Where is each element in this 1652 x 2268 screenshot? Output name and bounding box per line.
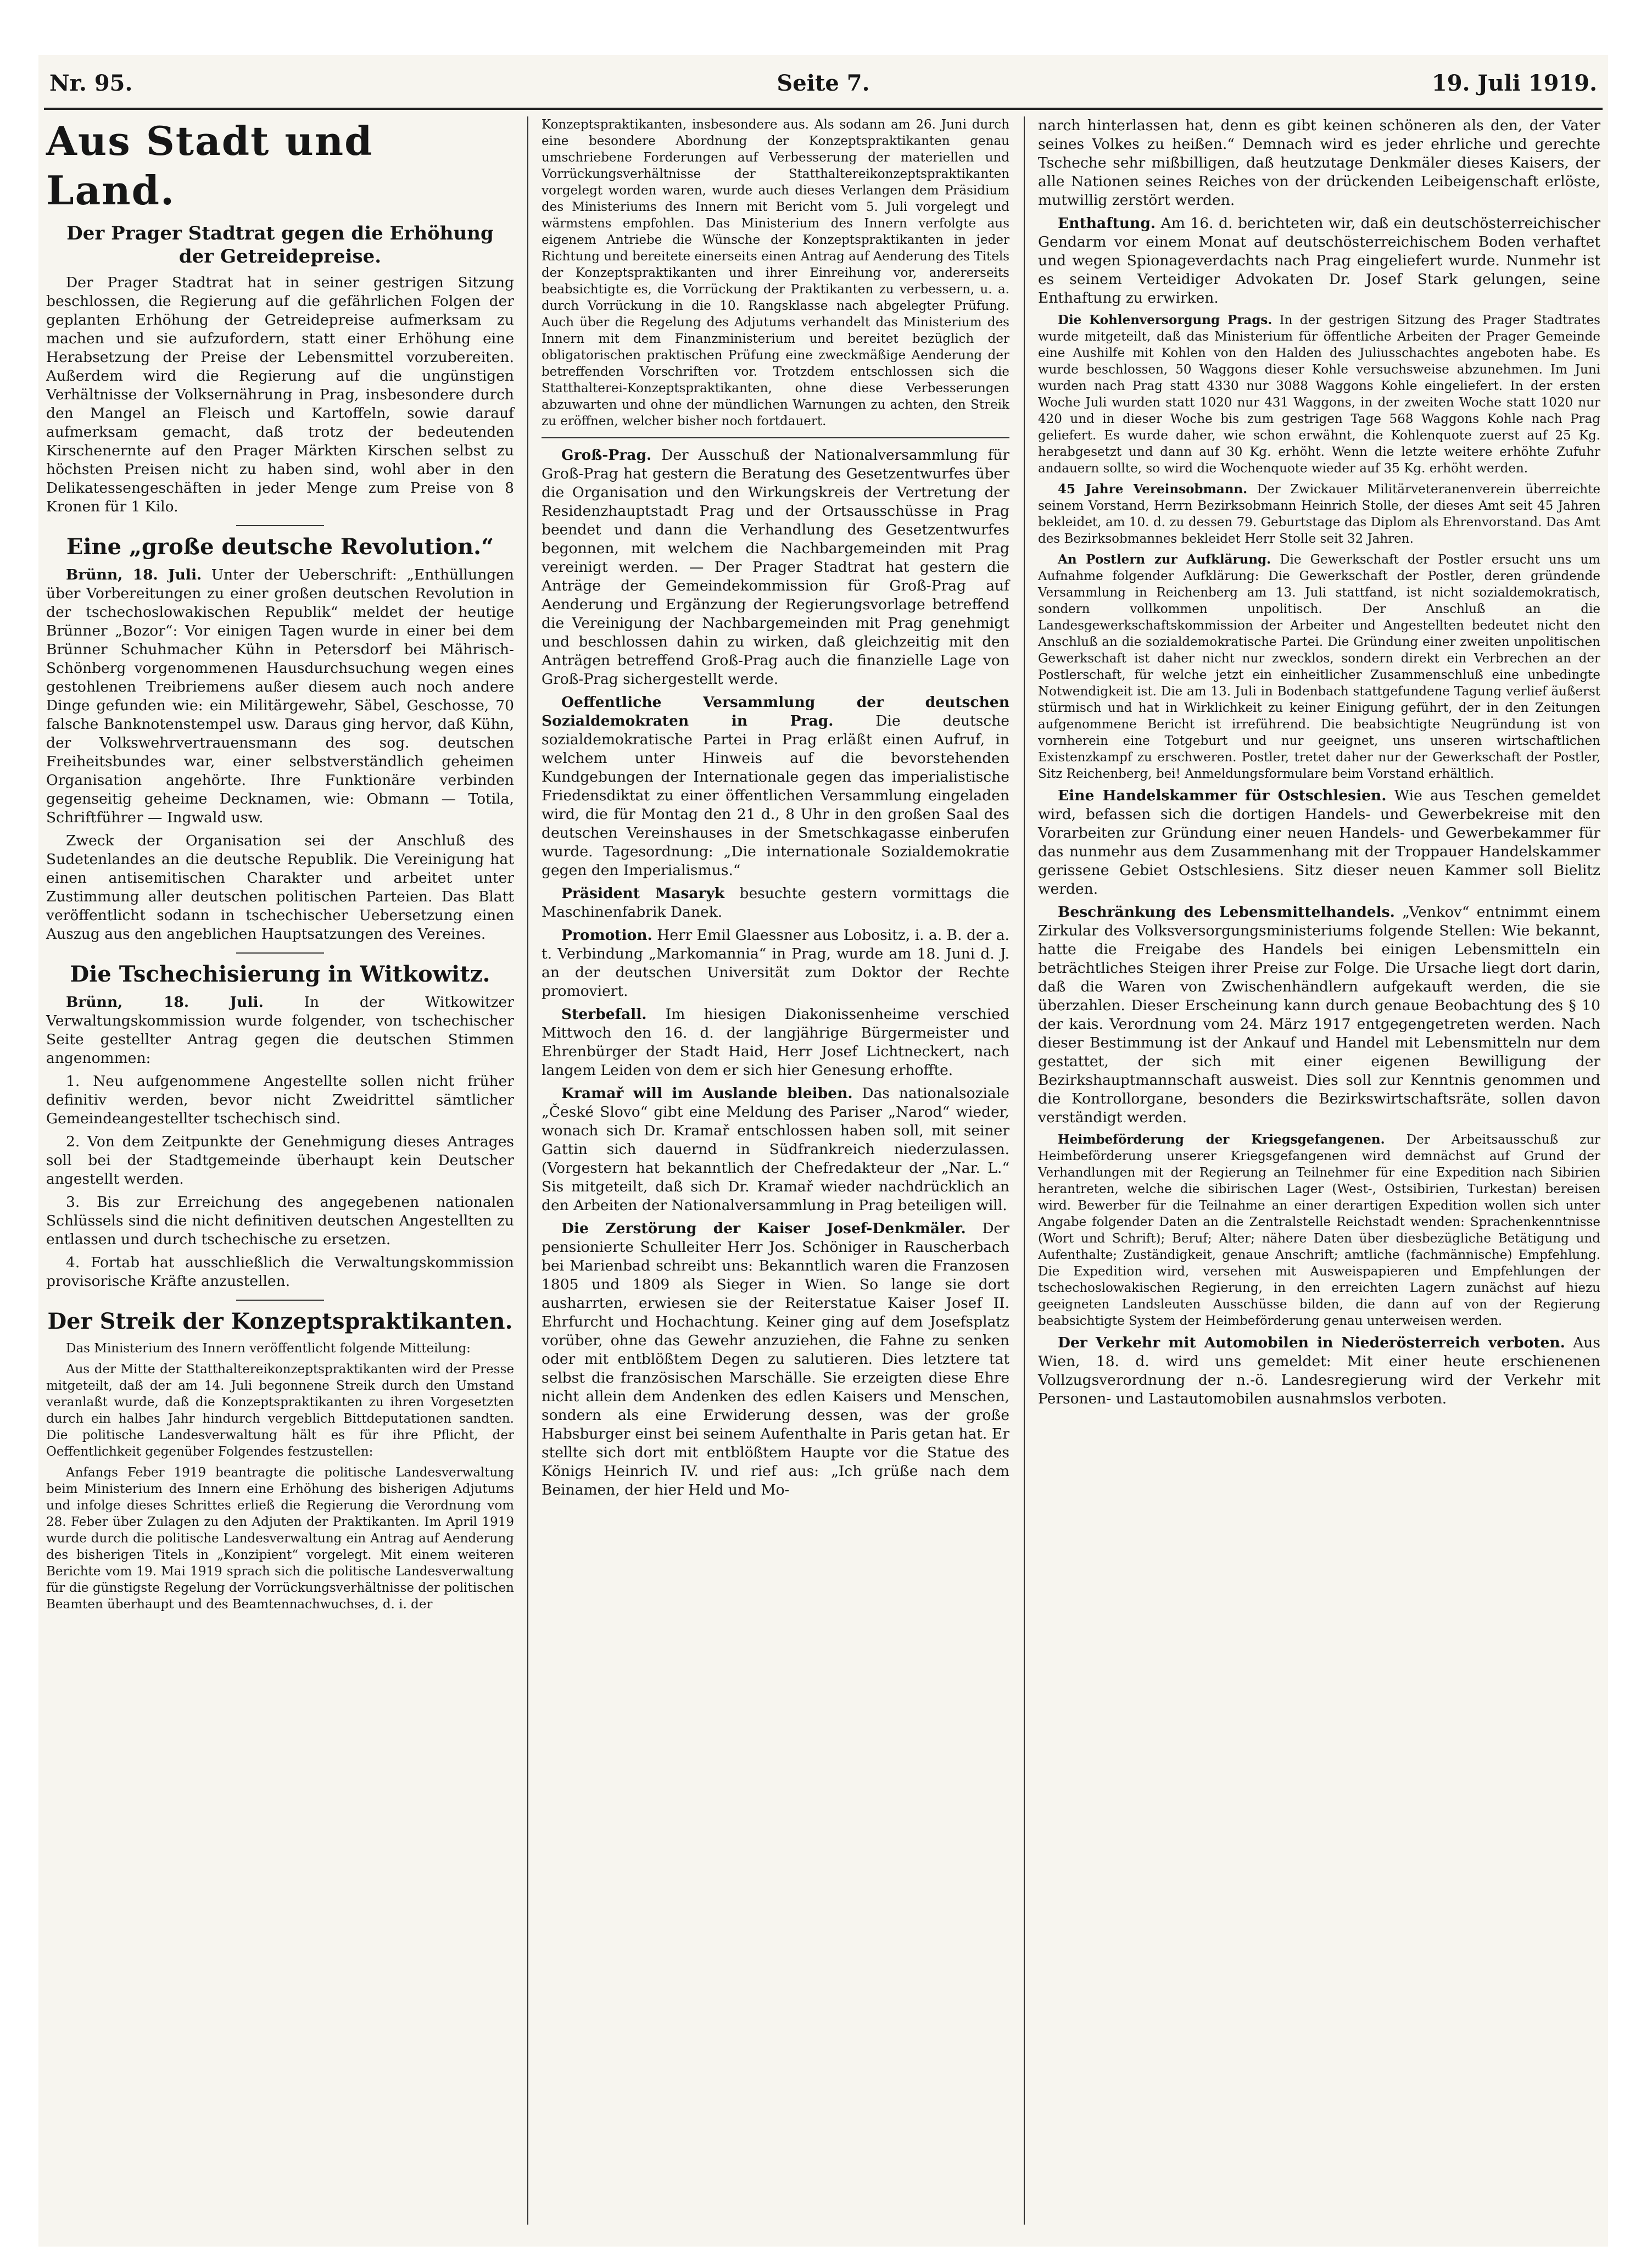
dateline: Brünn, 18. Juli. — [66, 994, 264, 1011]
news-item — [1038, 551, 1600, 782]
item-text: Die Gewerkschaft der Postler ersucht uns um Aufnahme folgender Aufklärung: Die Gewerkschaft der Postler, deren gründende Versammlung in Reichenberg am 13. Juli stattfand, ist nicht sozialdemokratisch, sondern vollkommen unpolitisch. Der Anschluß an die Landesgewerkschaftskommission der Arbeiter und Angestellten bedeutet nicht den Anschluß an die sozialdemokratische Partei. Die Gründung einer zweiten unpolitischen Gewerkschaft ist daher nicht nur zwecklos, sondern direkt ein Verbrechen an der Postlerschaft, für welche jetzt ein einheitlicher Zusammenschluß eine unbedingte Notwendigkeit ist. Die am 13. Juli in Bodenbach stattgefundene Tagung verlief äußerst stürmisch und hat in Wirklichkeit zu keiner Einigung geführt, der in den Zeitungen aufgenommene Bericht ist irreführend. Die beabsichtigte Neugründung ist von vornherein eine Totgeburt und nur geeignet, uns unseren wirtschaftlichen Existenzkampf zu erschweren. Postler, tretet daher nur der Gewerkschaft der Postler, Sitz Reichenberg, bei! Anmeldungsformulare beim Vorstand erhältlich. — [1038, 553, 1600, 781]
news-item — [1038, 903, 1600, 1127]
item-text: In der gestrigen Sitzung des Prager Stadtrates wurde mitgeteilt, daß das Ministerium für öffentliche Arbeiten der Prager Gemeinde eine Aushilfe mit Kohlen von den Halden des Juliusschachtes angeboten habe. Es wurde beschlossen, 50 Waggons dieser Kohle versuchsweise abzunehmen. Im Juni wurden nach Prag statt 4330 nur 3088 Waggons Kohle eingeliefert. In der ersten Woche Juli wurden statt 1020 nur 431 Waggons, in der zweiten Woche statt 1020 nur 420 und in dieser Woche bis zum gestrigen Tage 568 Waggons Kohle nach Prag geliefert. Es wurde daher, wie schon erwähnt, die Kohlenquote zuerst auf 25 Kg. herabgesetzt und dann auf 30 Kg. erhöht. Wenn die letzte weitere erhöhte Zufuhr andauern sollte, so wird die Wochenquote wieder auf 35 Kg. erhöht werden. — [1038, 313, 1600, 476]
item-text: Der Zwickauer Militärveteranenverein überreichte seinem Vorstand, Herrn Bezirksobmann Heinrich Stolle, der dieses Amt seit 45 Jahren bekleidet, am 10. d. zu dessen 79. Geburtstage das Diplom als Ehrenvorstand. Das Amt des Bezirksobmannes bekleidet Herr Stolle seit 32 Jahren. — [1038, 482, 1600, 546]
paragraph-text: In der Witkowitzer Verwaltungskommission wurde folgender, von tschechischer Seite gestellter Antrag gegen die deutschen Stimmen angenommen: — [46, 994, 514, 1067]
news-item — [542, 1219, 1009, 1500]
article-divider — [236, 952, 324, 954]
news-item — [1038, 312, 1600, 477]
issue-number: Nr. 95. — [49, 70, 133, 96]
news-item — [1038, 1334, 1600, 1408]
news-item — [1038, 787, 1600, 899]
item-text: Der pensionierte Schulleiter Herr Jos. Schöniger in Rauscherbach bei Marienbad schreibt uns: Bekanntlich waren die Franzosen 1805 und 1809 als Sieger in Wien. So lange sie dort ausharrten, erwiesen sie der Reiterstatue Kaiser Josef II. Ehrfurcht und Hochachtung. Keiner ging auf dem Josefsplatz vorüber, ohne das Gewehr anzuziehen, die Fahne zu senken oder mit entblößtem Degen zu salutieren. Dies letztere tat selbst die französischen Marschälle. Sie erzeigten diese Ehre nicht allein dem Andenken des edlen Kaisers und Menschen, sondern als eine Erwiderung dessen, was der große Habsburger einst bei seinem Aufenthalte in Paris getan hat. Er stellte sich dort mit entblößtem Haupte vor die Statue des Königs Heinrich IV. und rief aus: „Ich grüße nach dem Beinamen, der hier Held und Mo- — [542, 1220, 1009, 1498]
section-title: Aus Stadt und Land. — [46, 118, 373, 214]
column-1 — [38, 116, 522, 2236]
item-lead: Der Verkehr mit Automobilen in Niederösterreich verboten. — [1058, 1334, 1565, 1351]
item-lead: Präsident Masaryk — [561, 885, 725, 902]
item-lead: 45 Jahre Vereinsobmann. — [1058, 482, 1248, 497]
news-item — [542, 884, 1009, 922]
item-text: Das nationalsoziale „České Slovo“ gibt eine Meldung des Pariser „Narod“ wieder, wonach sich Dr. Kramař entschlossen haben soll, mit seiner Gattin sich dauernd in Südfrankreich niederzulassen. (Vorgestern hat bekanntlich der Chefredakteur der „Nar. L.“ Sis mitgeteilt, daß sich Dr. Kramař wieder nachdrücklich an den Arbeiten der Nationalversammlung in Prag beteiligen will. — [542, 1085, 1009, 1214]
item-lead: Enthaftung. — [1058, 215, 1156, 232]
news-item — [1038, 481, 1600, 547]
list-item: 4. Fortab hat ausschließlich die Verwaltungskommission provisorische Kräfte anzustellen. — [46, 1254, 514, 1290]
article-headline: Die Tschechisierung in Witkowitz. — [70, 961, 490, 987]
article-divider — [236, 525, 324, 526]
masthead — [49, 65, 1597, 109]
item-lead: Beschränkung des Lebensmittelhandels. — [1058, 904, 1395, 921]
item-lead: Kramař will im Auslande bleiben. — [561, 1085, 853, 1102]
paragraph-text: Unter der Ueberschrift: „Enthüllungen über Vorbereitungen zu einer großen deutschen Revolution in der tschechoslowakischen Republik“ meldet der heutige Brünner „Bozor“: Vor einigen Tagen wurde in einer bei dem Brünner Schuhmacher Kühn in Petersdorf bei Mährisch-Schönberg vorgenommenen Hausdurchsuchung wegen eines gestohlenen Treibriemens außer diesem auch noch andere Dinge gefunden wie: ein Militärgewehr, Säbel, Geschosse, 70 falsche Banknotenstempel usw. Daraus ging hervor, daß Kühn, der Volkswehrvertrauensmann des sog. deutschen Freiheitsbundes war, einer selbstverständlich geheimen Organisation angehörte. Ihre Funktionäre verbinden gegenseitig geheime Decknamen, wie: Obmann — Totila, Schriftführer — Ingwald usw. — [46, 566, 514, 826]
item-lead: Promotion. — [561, 927, 652, 944]
column-separator — [527, 116, 528, 2225]
item-text: Im hiesigen Diakonissenheime verschied Mittwoch den 16. d. der langjährige Bürgermeister und Ehrenbürger der Stadt Haid, Herr Josef Lichtneckert, nach langem Leiden von dem er sich hier Genesung erhoffte. — [542, 1006, 1009, 1079]
item-lead: Eine Handelskammer für Ostschlesien. — [1058, 787, 1387, 804]
article-paragraph — [46, 993, 514, 1068]
article-paragraph: Konzeptspraktikanten, insbesondere aus. Als sodann am 26. Juni durch eine besondere Abordnung der Konzeptspraktikanten genau umschriebene Forderungen auf Verbesserung der materiellen und Vorrückungsverhältnisse der Statthaltereikonzeptspraktikanten vorgelegt worden waren, wurde auch dieses Verlangen dem Präsidium des Ministeriums des Innern mit Bericht vom 5. Juli vorgelegt und wärmstens empfohlen. Das Ministerium des Innern verfolgte aus eigenem Antriebe die Wünsche der Konzeptspraktikanten in jeder Richtung und bereitete einerseits einen Antrag auf Aenderung des Titels der Konzeptspraktikanten und ihrer Einreihung vor, andererseits beabsichtigte es, die Vorrückung der Praktikanten zu verbessern, u. a. durch Vorrückung in die 10. Rangsklasse nach abgelegter Prüfung. Auch über die Regelung des Adjutums verhandelt das Ministerium des Innern mit dem Finanzministerium und bereitet bezüglich der obligatorischen praktischen Prüfung eine zweckmäßige Aenderung der betreffenden Vorschriften vor. Trotzdem entschlossen sich die Statthalterei-Konzeptspraktikanten, ohne diese Verbesserungen abzuwarten und ohne der mündlichen Warnungen zu achten, den Streik zu eröffnen, welcher bisher noch fortdauert. — [542, 118, 1009, 428]
item-lead: Heimbeförderung der Kriegsgefangenen. — [1058, 1132, 1385, 1147]
item-text: besuchte gestern vormittags die Maschinenfabrik Danek. — [542, 885, 1009, 921]
item-text: Der Arbeitsausschuß zur Heimbeförderung unserer Kriegsgefangenen wird demnächst auf Grund der Verhandlungen mit der Regierung an Teilnehmer für eine Expedition nach Sibirien herantreten, welche die sibirischen Lager (West-, Ostsibirien, Turkestan) bereisen wird. Bewerber für die Teilnahme an einer derartigen Expedition wollen sich unter Angabe folgender Daten an die Zentralstelle Reichstadt wenden: Sprachenkenntnisse (Wort und Schrift); Beruf; Alter; nähere Daten über diesbezügliche Betätigung und Aufenthalte; Zuständigkeit, genaue Anschrift; amtliche (fachmännische) Empfehlung. Die Expedition wird, versehen mit Ausweispapieren und Empfehlungen der tschechoslowakischen Regierung, in den erreichten Lagern zunächst auf hiezu geeigneten Landsleuten Ausschüsse bilden, die dann auf von der Regierung beabsichtigte System der Heimbeförderung genau unterweisen werden. — [1038, 1133, 1601, 1328]
news-item — [542, 693, 1009, 880]
item-text: „Venkov“ entnimmt einem Zirkular des Volksversorgungsministeriums folgende Stellen: Wie bekannt, hatte die Freigabe des Handels bei einigen Lebensmitteln ein beträchtliches Steigen ihrer Preise zur Folge. Die Ursache liegt dort darin, daß die Waren von Zwischenhändlern aufgekauft werden, die sie überzahlen. Dieser Erscheinung kann durch genaue Beobachtung des § 10 der kais. Verordnung vom 24. März 1917 entgegengetreten werden. Nach dieser Bestimmung ist der Ankauf und Handel mit Lebensmitteln nur dem gestattet, der sich mit einer eigenen Bewilligung der Bezirkshauptmannschaft ausweist. Dies soll zur Kenntnis genommen und die Kontrollorgane, besonders die Bezirkswirtschaftsräte, sollen davon verständigt werden. — [1038, 904, 1600, 1126]
page-number: Seite 7. — [777, 70, 870, 96]
issue-date: 19. Juli 1919. — [1431, 70, 1597, 96]
article-headline: Der Prager Stadtrat gegen die Erhöhung der Getreidepreise. — [66, 222, 494, 268]
item-text: Wie aus Teschen gemeldet wird, befassen sich die dortigen Handels- und Gewerbekreise mit den Vorarbeiten zur Gründung einer neuen Handels- und Gewerbekammer für das nunmehr aus dem Zusammenhang mit der Troppauer Handelskammer gerissene Gebiet Ostschlesiens. Sitz dieser neuen Kammer soll Bielitz werden. — [1038, 787, 1600, 898]
column-2 — [534, 116, 1017, 2236]
article-divider — [236, 1300, 324, 1301]
list-item: 2. Von dem Zeitpunkte der Genehmigung dieses Antrages soll bei der Stadtgemeinde überhaupt kein Deutscher angestellt werden. — [46, 1133, 514, 1188]
article-paragraph: Zweck der Organisation sei der Anschluß des Sudetenlandes an die deutsche Republik. Die Vereinigung hat einen antisemitischen Charakter und arbeitet unter Zustimmung aller deutschen politischen Parteien. Das Blatt veröffentlicht sodann in tschechischer Uebersetzung einen Auszug aus den angeblichen Hauptsatzungen des Vereines. — [46, 832, 514, 943]
item-text: Herr Emil Glaessner aus Lobositz, i. a. B. der a. t. Verbindung „Markomannia“ in Prag, wurde am 18. Juni d. J. an der deutschen Universität zum Doktor der Rechte promoviert. — [542, 927, 1009, 1000]
news-item — [1038, 1132, 1600, 1329]
news-item — [542, 446, 1009, 689]
item-text: Aus Wien, 18. d. wird uns gemeldet: Mit einer heute erschienenen Vollzugsverordnung der n.-ö. Landesregierung wird der Verkehr mit Personen- und Lastautomobilen ausnahmslos verboten. — [1038, 1334, 1600, 1407]
dateline: Brünn, 18. Juli. — [66, 566, 202, 583]
item-lead: Die Zerstörung der Kaiser Josef-Denkmäler. — [561, 1220, 966, 1237]
newspaper-page — [38, 55, 1608, 2247]
column-separator — [1024, 116, 1025, 2225]
article-paragraph — [46, 566, 514, 827]
item-text: Am 16. d. berichteten wir, daß ein deutschösterreichischer Gendarm vor einem Monat auf deutschösterreichischem Boden verhaftet und wegen Spionageverdachts nach Prag eingeliefert wurde. Nunmehr ist es seinem Verteidiger Advokaten Dr. Josef Stark gelungen, seine Enthaftung zu erwirken. — [1038, 215, 1600, 307]
article-headline: Der Streik der Konzeptspraktikanten. — [47, 1308, 513, 1334]
news-item — [1038, 214, 1600, 308]
masthead-rule — [44, 108, 1603, 110]
news-item — [542, 1005, 1009, 1080]
article-headline: Eine „große deutsche Revolution.“ — [66, 534, 494, 560]
list-item: 1. Neu aufgenommene Angestellte sollen nicht früher definitiv werden, bevor nicht Zweidrittel sämtlicher Gemeindeangestellter tschechisch sind. — [46, 1073, 514, 1127]
item-lead: Groß-Prag. — [561, 447, 652, 464]
article-paragraph: Aus der Mitte der Statthaltereikonzeptspraktikanten wird der Presse mitgeteilt, daß der am 14. Juli begonnene Streik durch den Umstand veranlaßt wurde, daß die Konzeptspraktikanten zu ihren Vorgesetzten durch ein halbes Jahr hindurch vergeblich Bittdeputationen sandten. Die politische Landesverwaltung hält es für ihre Pflicht, der Oeffentlichkeit gegenüber Folgendes festzustellen: — [46, 1362, 514, 1459]
news-item — [542, 926, 1009, 1001]
item-lead: An Postlern zur Aufklärung. — [1058, 552, 1271, 567]
article-paragraph: narch hinterlassen hat, denn es gibt keinen schöneren als den, der Vater seines Volkes zu heißen.“ Demnach wird es jeder ehrliche und gerechte Tscheche sehr mißbilligen, daß heutzutage Denkmäler dieses Kaisers, der alle Nationen seines Reiches von der drückenden Leibeigenschaft erlöste, mutwillig zerstört werden. — [1038, 117, 1600, 209]
column-3 — [1030, 116, 1608, 2236]
item-text: Die deutsche sozialdemokratische Partei in Prag erläßt einen Aufruf, in welchem unter Hinweis auf die bevorstehenden Kundgebungen der Internationale gegen das imperialistische Friedensdiktat zu einer öffentlichen Versammlung eingeladen wird, die für Montag den 21 d., 8 Uhr in den großen Saal des deutschen Vereinshauses in der Smetschkagasse einberufen wurde. Tagesordnung: „Die internationale Sozialdemokratie gegen den Imperialismus.“ — [542, 712, 1009, 879]
article-paragraph: Das Ministerium des Innern veröffentlicht folgende Mitteilung: — [66, 1341, 471, 1356]
article-paragraph: Anfangs Feber 1919 beantragte die politische Landesverwaltung beim Ministerium des Innern eine Erhöhung des bisherigen Adjutums und infolge dieses Schrittes erließ die Regierung die Verordnung vom 28. Feber über Zulagen zu den Adjuten der Praktikanten. Im April 1919 wurde durch die politische Landesverwaltung ein Antrag auf Aenderung des bisherigen Titels in „Konzipient“ vorgelegt. Mit einem weiteren Berichte vom 19. Mai 1919 sprach sich die politische Landesverwaltung für die günstigste Regelung der Vorrückungsverhältnisse der politischen Beamten überhaupt und des Beamtennachwuchses, d. i. der — [46, 1465, 514, 1612]
article-paragraph: Der Prager Stadtrat hat in seiner gestrigen Sitzung beschlossen, die Regierung auf die gefährlichen Folgen der geplanten Erhöhung der Getreidepreise aufmerksam zu machen und sie aufzufordern, statt einer Erhöhung eine Herabsetzung der Preise der Lebensmittel vorzubereiten. Außerdem wird die Regierung auf die ungünstigen Verhältnisse der Volksernährung in Prag, insbesondere durch den Mangel an Fleisch und Kartoffeln, sowie darauf aufmerksam gemacht, daß trotz der bedeutenden Kirschenernte auf den Prager Märkten Kirschen selbst zu höchsten Preisen nicht zu haben sind, wohl aber in den Delikatessengeschäften in jeder Menge zum Preise von 8 Kronen für 1 Kilo. — [46, 274, 514, 515]
news-item — [542, 1084, 1009, 1215]
article-divider — [542, 437, 1009, 438]
item-lead: Sterbefall. — [561, 1006, 647, 1023]
list-item: 3. Bis zur Erreichung des angegebenen nationalen Schlüssels sind die nicht definitiven deutschen Angestellten zu entlassen und durch tschechische zu ersetzen. — [46, 1194, 514, 1248]
item-text: Der Ausschuß der Nationalversammlung für Groß-Prag hat gestern die Beratung des Gesetzentwurfes über die Organisation und den Wirkungskreis der Vertretung der Residenzhauptstadt Prag und der Ortsausschüsse in Prag beendet und dann die Verhandlung des Gesetzentwurfes begonnen, mit welchem die Nachbargemeinden mit Prag vereinigt werden. — Der Prager Stadtrat hat gestern die Anträge der Gemeindekommission für Groß-Prag auf Aenderung und Ergänzung der Regierungsvorlage betreffend die Vereinigung der Nachbargemeinden mit Prag genehmigt und beschlossen dahin zu wirken, daß gleichzeitig mit den Anträgen betreffend Groß-Prag auch die finanzielle Lage von Groß-Prag sichergestellt werde. — [542, 447, 1009, 688]
item-lead: Die Kohlenversorgung Prags. — [1058, 313, 1273, 327]
item-lead: Oeffentliche Versammlung der deutschen Sozialdemokraten in Prag. — [542, 694, 1009, 729]
